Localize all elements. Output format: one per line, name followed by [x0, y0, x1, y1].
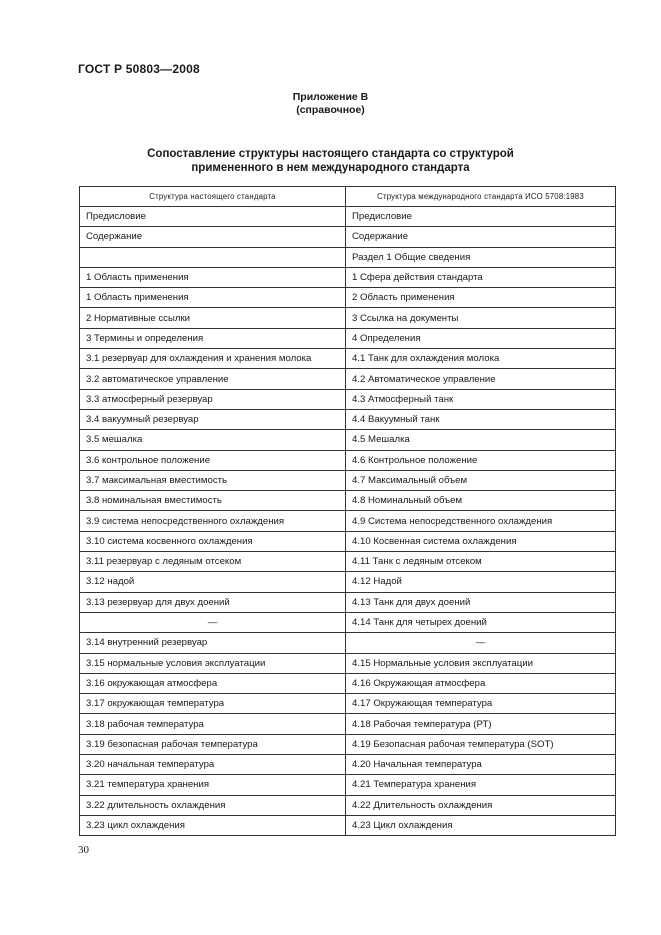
table-row — [80, 755, 616, 775]
cell-national-standard: 3.13 резервуар для двух доений — [80, 592, 346, 612]
table-row — [80, 227, 616, 247]
table-row — [80, 267, 616, 287]
section-title-line-2: примененного в нем международного стандарта — [191, 162, 470, 174]
cell-international-standard: 4.10 Косвенная система охлаждения — [346, 531, 616, 551]
cell-international-standard: 4.13 Танк для двух доений — [346, 592, 616, 612]
table-row — [80, 491, 616, 511]
cell-national-standard: 3.20 начальная температура — [80, 755, 346, 775]
table-row — [80, 247, 616, 267]
cell-national-standard: 3.4 вакуумный резервуар — [80, 409, 346, 429]
cell-national-standard: Содержание — [80, 227, 346, 247]
cell-national-standard: 3.1 резервуар для охлаждения и хранения молока — [80, 349, 346, 369]
cell-national-standard: 3.17 окружающая температура — [80, 694, 346, 714]
page-number: 30 — [78, 844, 89, 856]
section-title-line-1: Сопоставление структуры настоящего стандарта со структурой — [147, 148, 514, 160]
table-row — [80, 694, 616, 714]
cell-national-standard: 3.14 внутренний резервуар — [80, 633, 346, 653]
cell-national-standard: 3.15 нормальные условия эксплуатации — [80, 653, 346, 673]
cell-international-standard: 4.14 Танк для четырех доений — [346, 612, 616, 632]
cell-national-standard: 3.9 система непосредственного охлаждения — [80, 511, 346, 531]
structure-comparison-table — [79, 186, 616, 836]
cell-national-standard: 3.2 автоматическое управление — [80, 369, 346, 389]
table-row — [80, 409, 616, 429]
cell-international-standard: 4.23 Цикл охлаждения — [346, 815, 616, 835]
table-row — [80, 775, 616, 795]
cell-international-standard: Содержание — [346, 227, 616, 247]
table-row — [80, 207, 616, 227]
cell-international-standard: 4.8 Номинальный объем — [346, 491, 616, 511]
cell-international-standard: 2 Область применения — [346, 288, 616, 308]
cell-international-standard: 4.2 Автоматическое управление — [346, 369, 616, 389]
table-row — [80, 552, 616, 572]
cell-international-standard: 4.1 Танк для охлаждения молока — [346, 349, 616, 369]
cell-international-standard: 3 Ссылка на документы — [346, 308, 616, 328]
cell-national-standard: Предисловие — [80, 207, 346, 227]
cell-national-standard: 2 Нормативные ссылки — [80, 308, 346, 328]
cell-international-standard: 4.7 Максимальный объем — [346, 470, 616, 490]
cell-international-standard: 4.12 Надой — [346, 572, 616, 592]
cell-international-standard: Предисловие — [346, 207, 616, 227]
table-row — [80, 653, 616, 673]
cell-international-standard: — — [346, 633, 616, 653]
table-row — [80, 795, 616, 815]
cell-international-standard: 4.17 Окружающая температура — [346, 694, 616, 714]
cell-international-standard: 4.20 Начальная температура — [346, 755, 616, 775]
cell-international-standard: 4.18 Рабочая температура (РТ) — [346, 714, 616, 734]
cell-international-standard: 4.5 Мешалка — [346, 430, 616, 450]
cell-international-standard: 4.9 Система непосредственного охлаждения — [346, 511, 616, 531]
table-row — [80, 612, 616, 632]
table-body — [80, 207, 616, 836]
table-row — [80, 369, 616, 389]
appendix-title: Приложение В — [292, 91, 369, 103]
cell-national-standard: 3.7 максимальная вместимость — [80, 470, 346, 490]
cell-international-standard: 4.3 Атмосферный танк — [346, 389, 616, 409]
table-row — [80, 288, 616, 308]
cell-international-standard: 1 Сфера действия стандарта — [346, 267, 616, 287]
table-header-row — [80, 187, 616, 207]
cell-national-standard: 3.12 надой — [80, 572, 346, 592]
table-row — [80, 349, 616, 369]
cell-international-standard: 4.19 Безопасная рабочая температура (SOT) — [346, 734, 616, 754]
document-code: ГОСТ Р 50803—2008 — [78, 62, 200, 76]
table-row — [80, 470, 616, 490]
cell-international-standard: 4.6 Контрольное положение — [346, 450, 616, 470]
table-row — [80, 531, 616, 551]
table-row — [80, 714, 616, 734]
cell-national-standard: — — [80, 612, 346, 632]
cell-international-standard: Раздел 1 Общие сведения — [346, 247, 616, 267]
cell-national-standard: 3.8 номинальная вместимость — [80, 491, 346, 511]
cell-national-standard: 1 Область применения — [80, 288, 346, 308]
cell-international-standard: 4.21 Температура хранения — [346, 775, 616, 795]
cell-national-standard: 3.10 система косвенного охлаждения — [80, 531, 346, 551]
cell-international-standard: 4.11 Танк с ледяным отсеком — [346, 552, 616, 572]
cell-international-standard: 4.15 Нормальные условия эксплуатации — [346, 653, 616, 673]
cell-international-standard: 4.22 Длительность охлаждения — [346, 795, 616, 815]
header-national-standard: Структура настоящего стандарта — [80, 187, 346, 207]
table-row — [80, 511, 616, 531]
table-row — [80, 592, 616, 612]
cell-national-standard — [80, 247, 346, 267]
cell-national-standard: 3.3 атмосферный резервуар — [80, 389, 346, 409]
cell-national-standard: 1 Область применения — [80, 267, 346, 287]
cell-national-standard: 3.16 окружающая атмосфера — [80, 673, 346, 693]
cell-national-standard: 3.11 резервуар с ледяным отсеком — [80, 552, 346, 572]
header-international-standard: Структура международного стандарта ИСО 5708:1983 — [346, 187, 616, 207]
table-row — [80, 734, 616, 754]
cell-international-standard: 4.4 Вакуумный танк — [346, 409, 616, 429]
section-title — [0, 147, 661, 175]
table-row — [80, 430, 616, 450]
appendix-subtitle: (справочное) — [296, 104, 365, 116]
cell-national-standard: 3.6 контрольное положение — [80, 450, 346, 470]
table-row — [80, 815, 616, 835]
cell-national-standard: 3.23 цикл охлаждения — [80, 815, 346, 835]
table-row — [80, 450, 616, 470]
cell-national-standard: 3.5 мешалка — [80, 430, 346, 450]
appendix-heading — [0, 91, 661, 117]
cell-national-standard: 3.21 температура хранения — [80, 775, 346, 795]
table-row — [80, 633, 616, 653]
table-row — [80, 389, 616, 409]
table-row — [80, 308, 616, 328]
cell-international-standard: 4.16 Окружающая атмосфера — [346, 673, 616, 693]
cell-national-standard: 3.22 длительность охлаждения — [80, 795, 346, 815]
table-row — [80, 328, 616, 348]
table-row — [80, 572, 616, 592]
cell-national-standard: 3.19 безопасная рабочая температура — [80, 734, 346, 754]
table-row — [80, 673, 616, 693]
cell-international-standard: 4 Определения — [346, 328, 616, 348]
cell-national-standard: 3 Термины и определения — [80, 328, 346, 348]
cell-national-standard: 3.18 рабочая температура — [80, 714, 346, 734]
